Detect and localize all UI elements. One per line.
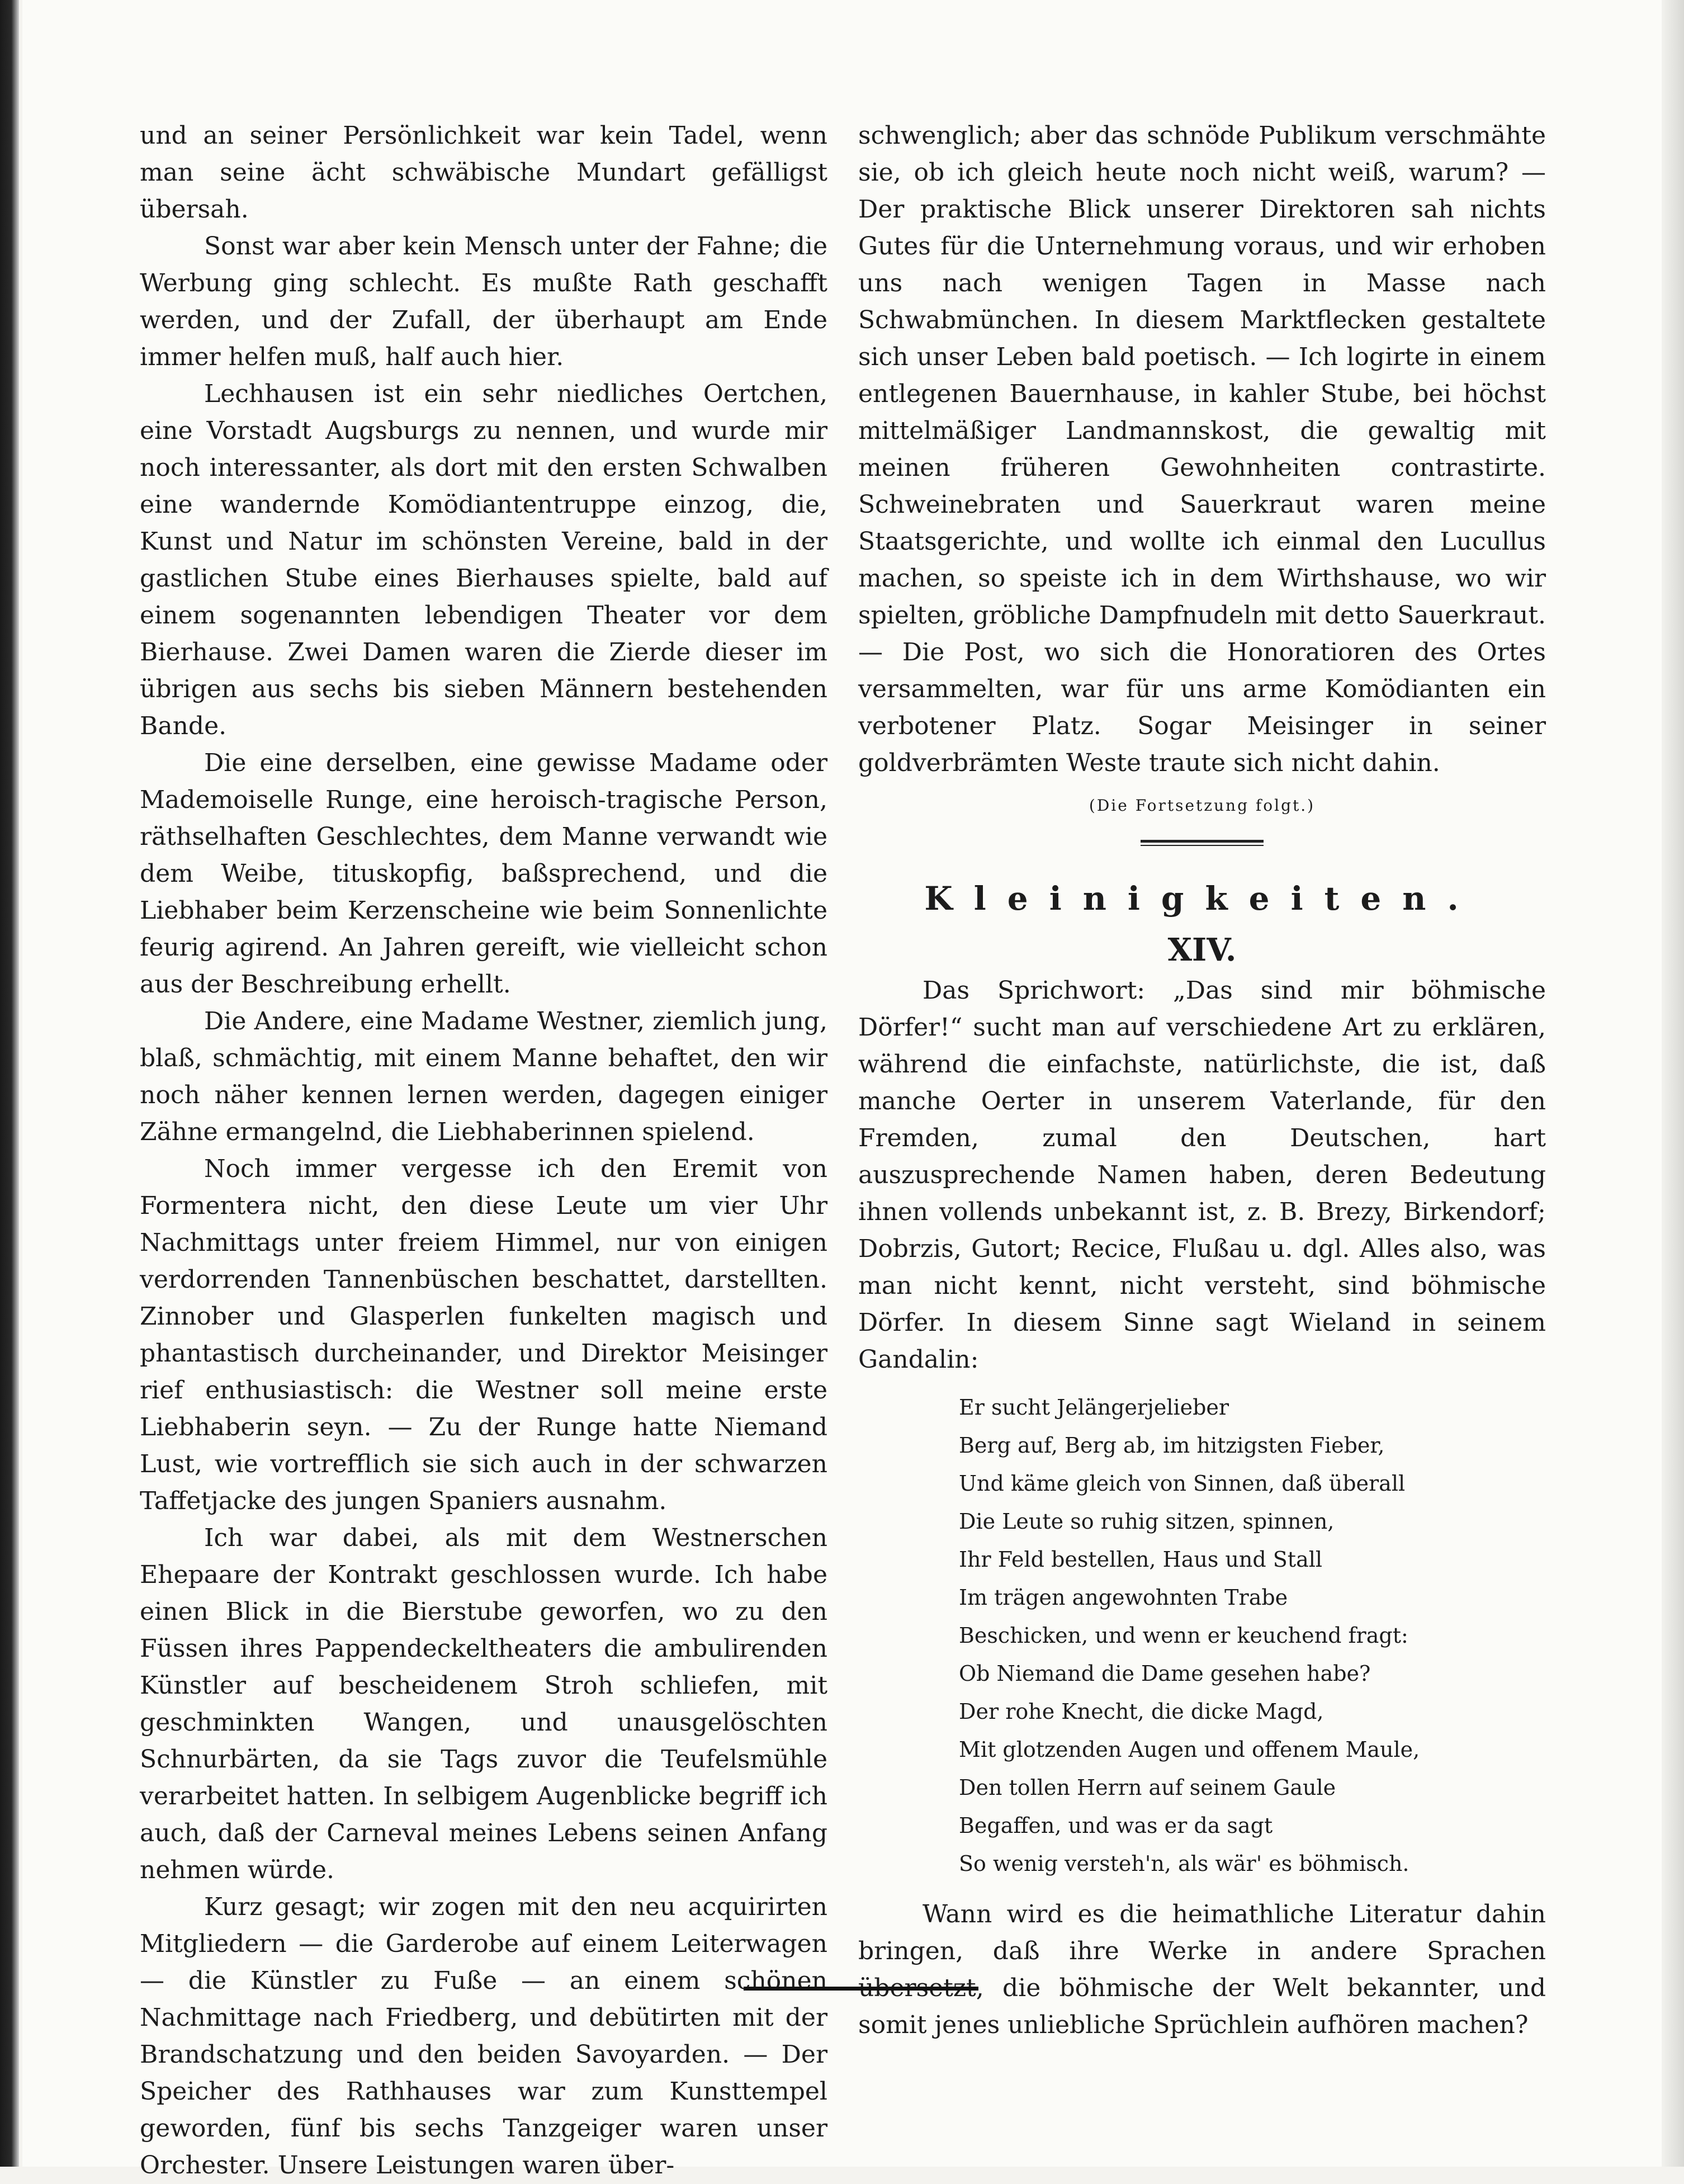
page-edge [1662,0,1684,2167]
paragraph: Noch immer vergesse ich den Eremit von Formentera nicht, den diese Leute um vier Uhr Nachmittags unter freiem Himmel, nur von einigen verdorrenden Tannenbüschen beschattet, darstellten. Zinnober und Glasperlen funkelten magisch und phantastisch durcheinander, und Direktor Meisinger rief enthusiastisch: die Westner soll meine erste Liebhaberin seyn. — Zu der Runge hatte Niemand Lust, wie vortrefflich sie sich auch in der schwarzen Taffetjacke des jungen Spaniers ausnahm. [140,1155,827,1515]
paragraph: Die Andere, eine Madame Westner, ziemlich jung, blaß, schmächtig, mit einem Manne behaftet, den wir noch näher kennen lernen werden, dagegen einiger Zähne ermangelnd, die Liebhaberinnen spielend. [140,1007,827,1146]
poem-line: Begaffen, und was er da sagt [959,1813,1273,1838]
poem-quote [959,1388,1546,1883]
poem-line: Der rohe Knecht, die dicke Magd, [959,1699,1324,1724]
poem-line: Den tollen Herrn auf seinem Gaule [959,1775,1336,1800]
paragraph: Die eine derselben, eine gewisse Madame oder Mademoiselle Runge, eine heroisch-tragische Person, räthselhaften Geschlechtes, dem Manne verwandt wie dem Weibe, tituskopfig, baßsprechend, und die Liebhaber beim Kerzenscheine wie beim Sonnenlichte feurig agirend. An Jahren gereift, wie vielleicht schon aus der Beschreibung erhellt. [140,749,827,999]
paragraph: Ich war dabei, als mit dem Westnerschen Ehepaare der Kontrakt geschlossen wurde. Ich habe einen Blick in die Bierstube geworfen, wo zu den Füssen ihres Pappendeckeltheaters die ambulirenden Künstler auf bescheidenem Stroh schliefen, mit geschminkten Wangen, und unausgelöschten Schnurbärten, da sie Tags zuvor die Teufelsmühle verarbeitet hatten. In selbigem Augenblicke begriff ich auch, daß der Carneval meines Lebens seinen Anfang nehmen würde. [140,1524,827,1884]
paragraph: und an seiner Persönlichkeit war kein Tadel, wenn man seine ächt schwäbische Mundart gefälligst übersah. [140,121,827,224]
poem-line: Und käme gleich von Sinnen, daß überall [959,1471,1406,1496]
left-column [140,117,827,2184]
section-numeral: XIV. [1167,932,1237,968]
closing-paragraph: Wann wird es die heimathliche Literatur dahin bringen, daß ihre Werke in andere Sprachen übersetzt, die böhmische der Welt bekannter, und somit jenes unliebliche Sprüchlein aufhören machen? [858,1900,1546,2039]
binding-edge [0,0,19,2167]
paragraph: Sonst war aber kein Mensch unter der Fahne; die Werbung ging schlecht. Es mußte Rath geschafft werden, und der Zufall, der überhaupt am Ende immer helfen muß, half auch hier. [140,232,827,371]
poem-line: Berg auf, Berg ab, im hitzigsten Fieber, [959,1433,1385,1458]
section-title: Kleinigkeiten. [924,880,1480,918]
poem-line: Die Leute so ruhig sitzen, spinnen, [959,1509,1335,1534]
poem-line: Mit glotzenden Augen und offenem Maule, [959,1737,1420,1762]
poem-line: Im trägen angewohnten Trabe [959,1585,1288,1610]
end-rule [744,1987,978,1991]
continued-note: (Die Fortsetzung folgt.) [1089,796,1316,815]
poem-line: Beschicken, und wenn er keuchend fragt: [959,1623,1408,1648]
paragraph: Kurz gesagt; wir zogen mit den neu acquirirten Mitgliedern — die Garderobe auf einem Leiterwagen — die Künstler zu Fuße — an einem schönen Nachmittage nach Friedberg, und debütirten mit der Brandschatzung und den beiden Savoyarden. — Der Speicher des Rathhauses war zum Kunsttempel geworden, fünf bis sechs Tanzgeiger waren unser Orchester. Unsere Leistungen waren über- [140,1893,827,2180]
intro-paragraph: Das Sprichwort: „Das sind mir böhmische Dörfer!“ sucht man auf verschiedene Art zu erklären, während die einfachste, natürlichste, die ist, daß manche Oerter in unserem Vaterlande, für den Fremden, zumal den Deutschen, hart auszusprechende Namen haben, deren Bedeutung ihnen vollends unbekannt ist, z. B. Brezy, Birkendorf; Dobrzis, Gutort; Recice, Flußau u. dgl. Alles also, was man nicht kennt, nicht versteht, sind böhmische Dörfer. In diesem Sinne sagt Wieland in seinem Gandalin: [858,976,1546,1374]
poem-line: So wenig versteh'n, als wär' es böhmisch. [959,1851,1409,1876]
poem-line: Ob Niemand die Dame gesehen habe? [959,1661,1371,1686]
right-column [858,117,1546,2044]
continuation-paragraph: schwenglich; aber das schnöde Publikum verschmähte sie, ob ich gleich heute noch nicht weiß, warum? — Der praktische Blick unserer Direktoren sah nichts Gutes für die Unternehmung voraus, und wir erhoben uns nach wenigen Tagen in Masse nach Schwabmünchen. In diesem Marktflecken gestaltete sich unser Leben bald poetisch. — Ich logirte in einem entlegenen Bauernhause, in kahler Stube, bei höchst mittelmäßiger Landmannskost, die gewaltig mit meinen früheren Gewohnheiten contrastirte. Schweinebraten und Sauerkraut waren meine Staatsgerichte, und wollte ich einmal den Lucullus machen, so speiste ich in dem Wirthshause, wo wir spielten, gröbliche Dampfnudeln mit detto Sauerkraut. — Die Post, wo sich die Honoratioren des Ortes versammelten, war für uns arme Komödianten ein verbotener Platz. Sogar Meisinger in seiner goldverbrämten Weste traute sich nicht dahin. [858,121,1546,777]
paragraph: Lechhausen ist ein sehr niedliches Oertchen, eine Vorstadt Augsburgs zu nennen, und wurde mir noch interessanter, als dort mit den ersten Schwalben eine wandernde Komödiantentruppe einzog, die, Kunst und Natur im schönsten Vereine, bald in der gastlichen Stube eines Bierhauses spielte, bald auf einem sogenannten lebendigen Theater vor dem Bierhause. Zwei Damen waren die Zierde dieser im übrigen aus sechs bis sieben Männern bestehenden Bande. [140,380,827,740]
poem-line: Ihr Feld bestellen, Haus und Stall [959,1547,1323,1572]
section-divider [1141,840,1264,846]
poem-line: Er sucht Jelängerjelieber [959,1395,1229,1420]
